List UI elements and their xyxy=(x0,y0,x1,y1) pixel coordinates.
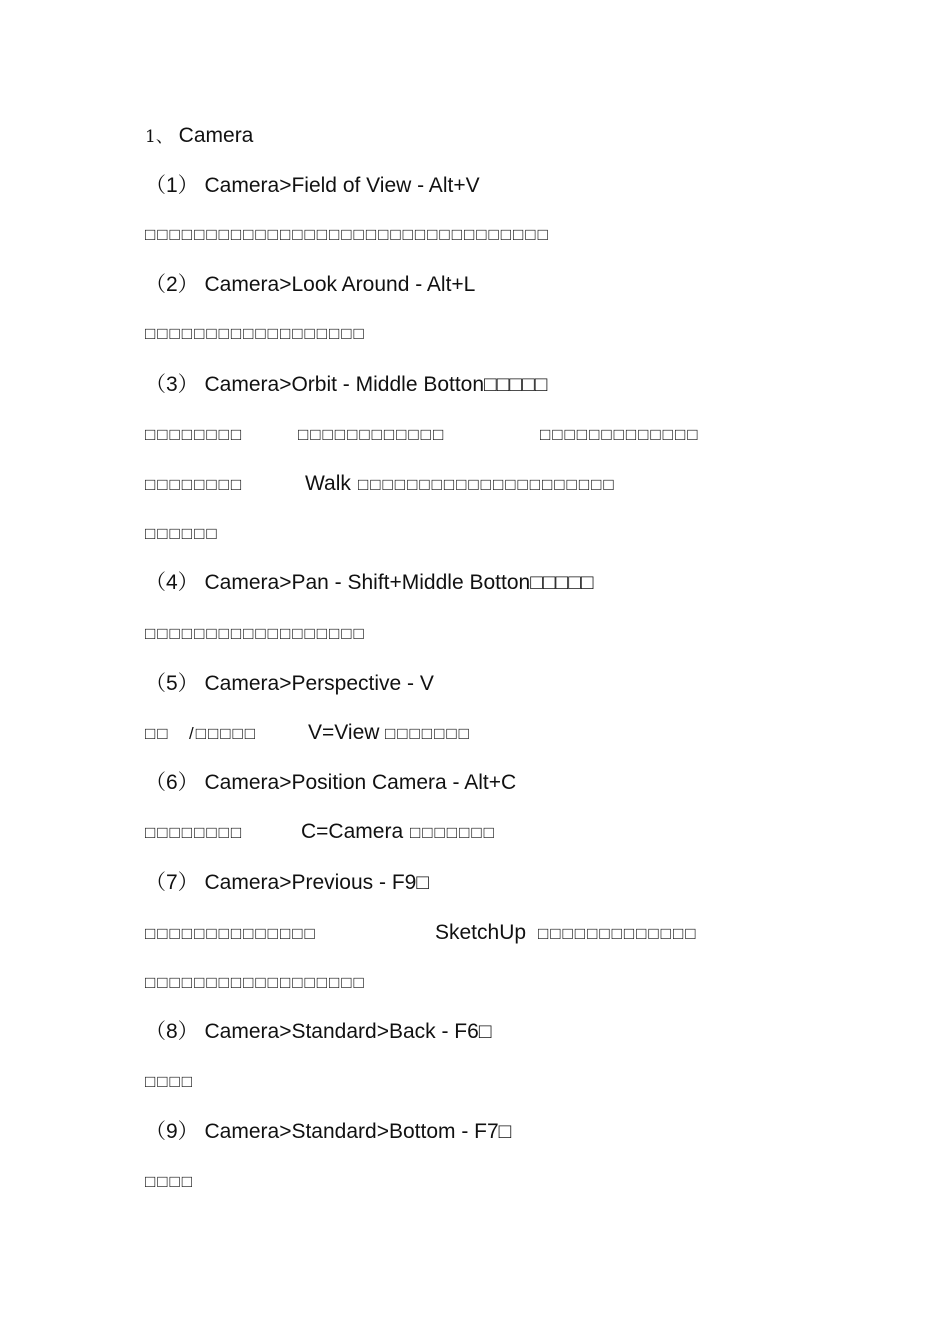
item-heading-6: （6） Camera>Position Camera - Alt+C xyxy=(145,771,517,794)
text-segment: /□□□□□ xyxy=(189,724,258,743)
text-segment: □□□□□□□□□□□□□□ xyxy=(145,924,317,943)
item-description-7-line-2: □□□□□□□□□□□□□□□□□□ xyxy=(145,973,366,992)
item-description-4: □□□□□□□□□□□□□□□□□□ xyxy=(145,624,366,643)
section-title xyxy=(145,125,253,146)
item-heading-8: （8） Camera>Standard>Back - F6□ xyxy=(145,1020,492,1043)
text-segment: □□□□□□□□□□□□□□□□□□□□□ xyxy=(358,475,616,494)
text-segment: □□□□□□□□□□□□□ xyxy=(540,425,700,444)
text-segment: □□□□□□□ xyxy=(385,724,471,743)
item-heading-1: （1） Camera>Field of View - Alt+V xyxy=(145,174,480,197)
text-segment: V=View xyxy=(308,721,380,744)
item-heading-5: （5） Camera>Perspective - V xyxy=(145,672,434,695)
item-description-8: □□□□ xyxy=(145,1072,195,1091)
section-title-text: Camera xyxy=(178,124,254,147)
item-description-9: □□□□ xyxy=(145,1172,195,1191)
item-heading-3: （3） Camera>Orbit - Middle Botton□□□□□ xyxy=(145,373,548,396)
item-heading-7: （7） Camera>Previous - F9□ xyxy=(145,871,430,894)
item-description-2: □□□□□□□□□□□□□□□□□□ xyxy=(145,324,366,343)
text-segment: SketchUp xyxy=(435,921,527,944)
section-number: 1、 xyxy=(145,127,173,147)
text-segment: □□□□□□□□ xyxy=(145,425,244,444)
text-segment: □□□□□□□□ xyxy=(145,475,244,494)
text-segment: □□□□□□□ xyxy=(410,823,496,842)
item-heading-4: （4） Camera>Pan - Shift+Middle Botton□□□□□ xyxy=(145,571,594,594)
item-description-3-line-3: □□□□□□ xyxy=(145,524,219,543)
text-segment: Walk xyxy=(305,472,351,495)
text-segment: □□□□□□□□□□□□□ xyxy=(538,924,698,943)
item-description-1: □□□□□□□□□□□□□□□□□□□□□□□□□□□□□□□□□ xyxy=(145,225,550,244)
text-segment: □□ xyxy=(145,724,170,743)
text-segment: C=Camera xyxy=(301,820,404,843)
item-heading-2: （2） Camera>Look Around - Alt+L xyxy=(145,273,476,296)
text-segment: □□□□□□□□□□□□ xyxy=(298,425,446,444)
item-heading-9: （9） Camera>Standard>Bottom - F7□ xyxy=(145,1120,512,1143)
text-segment: □□□□□□□□ xyxy=(145,823,244,842)
